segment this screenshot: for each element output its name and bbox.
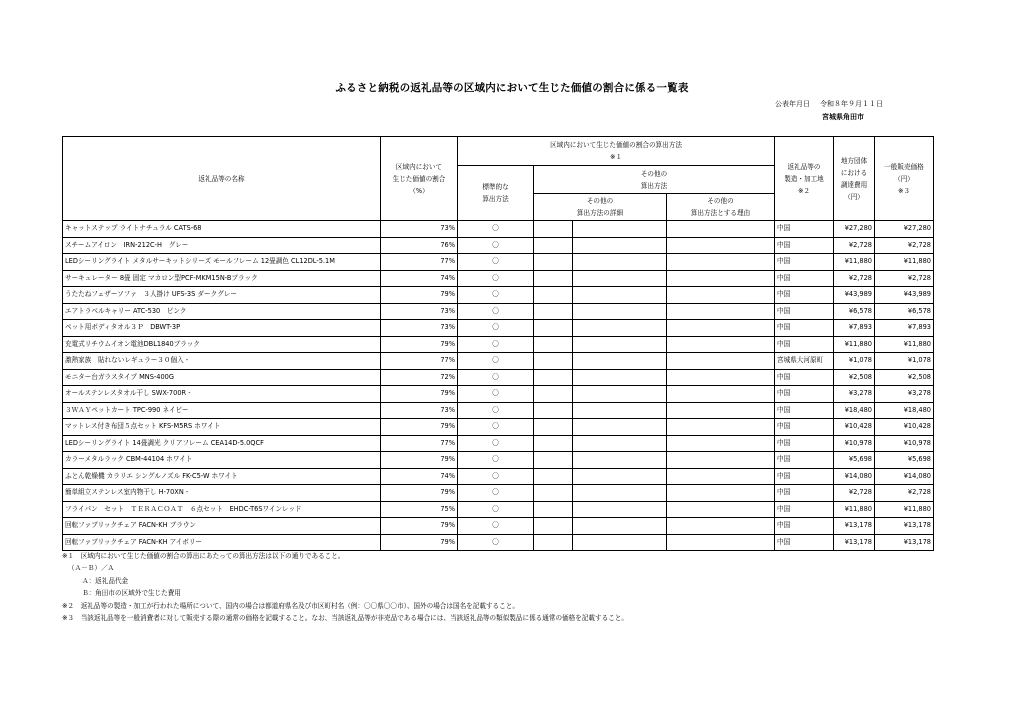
procurement-cost-cell: ¥2,728	[834, 485, 875, 502]
item-name-cell: 簡単組立ステンレス室内物干し H-70XN -	[63, 485, 381, 502]
other-detail-cell	[573, 402, 667, 419]
other-detail-cell	[573, 419, 667, 436]
table-row	[63, 386, 934, 403]
procurement-cost-cell: ¥5,698	[834, 452, 875, 469]
standard-method-cell: 〇	[458, 287, 534, 304]
production-place-cell: 中国	[775, 534, 834, 551]
standard-method-cell: 〇	[458, 518, 534, 535]
blank-cell	[534, 221, 573, 238]
other-detail-cell	[573, 518, 667, 535]
standard-method-cell: 〇	[458, 320, 534, 337]
sale-price-cell: ¥11,880	[875, 501, 934, 518]
table-row	[63, 287, 934, 304]
procurement-cost-cell: ¥2,728	[834, 270, 875, 287]
item-name-cell: 激熱家族 貼れないレギュラー３０個入 -	[63, 353, 381, 370]
production-place-cell: 中国	[775, 386, 834, 403]
header-place: 返礼品等の 製造・加工地 ※２	[775, 137, 834, 221]
other-detail-cell	[573, 369, 667, 386]
table-row	[63, 270, 934, 287]
formula-a: Ａ：返礼品代金	[82, 576, 129, 585]
table-row	[63, 336, 934, 353]
procurement-cost-cell: ¥13,178	[834, 534, 875, 551]
blank-cell	[534, 254, 573, 271]
sale-price-cell: ¥2,728	[875, 237, 934, 254]
item-name-cell: フライパン セット ＴＥＲＡＣＯＡＴ ６点セット EHDC-T6Sワインレッド	[63, 501, 381, 518]
production-place-cell: 中国	[775, 336, 834, 353]
item-name-cell: 充電式リチウムイオン電池DBL1840ブラック	[63, 336, 381, 353]
table-row	[63, 435, 934, 452]
production-place-cell: 中国	[775, 419, 834, 436]
sale-price-cell: ¥1,078	[875, 353, 934, 370]
ratio-cell: 73%	[381, 402, 458, 419]
production-place-cell: 中国	[775, 237, 834, 254]
item-name-cell: 回転ファブリックチェア FACN-KH アイボリー	[63, 534, 381, 551]
table-row	[63, 485, 934, 502]
item-name-cell: うたたねフェザーソファ ３人掛け UFS-3S ダークグレー	[63, 287, 381, 304]
sale-price-cell: ¥7,893	[875, 320, 934, 337]
item-name-cell: カラーメタルラック CBM-44104 ホワイト	[63, 452, 381, 469]
item-name-cell: ペット用ボディタオル３Ｐ DBWT-3P	[63, 320, 381, 337]
blank-cell	[534, 534, 573, 551]
ratio-cell: 73%	[381, 221, 458, 238]
procurement-cost-cell: ¥10,428	[834, 419, 875, 436]
table-body	[63, 221, 934, 551]
blank-cell	[534, 320, 573, 337]
formula-b: Ｂ：角田市の区域外で生じた費用	[82, 589, 181, 598]
standard-method-cell: 〇	[458, 221, 534, 238]
standard-method-cell: 〇	[458, 435, 534, 452]
table-row	[63, 452, 934, 469]
footnotes	[62, 550, 628, 624]
ratio-cell: 73%	[381, 320, 458, 337]
ratio-cell: 79%	[381, 419, 458, 436]
header-calc-method: 区域内において生じた価値の割合の算出方法 ※１	[458, 137, 775, 166]
sale-price-cell: ¥3,278	[875, 386, 934, 403]
other-reason-cell	[667, 287, 775, 304]
production-place-cell: 中国	[775, 270, 834, 287]
table-row	[63, 518, 934, 535]
ratio-cell: 79%	[381, 485, 458, 502]
sale-price-cell: ¥2,728	[875, 270, 934, 287]
standard-method-cell: 〇	[458, 386, 534, 403]
other-detail-cell	[573, 303, 667, 320]
item-name-cell: LEDシーリングライト 14畳調光 クリアフレーム CEA14D-5.0QCF	[63, 435, 381, 452]
other-detail-cell	[573, 237, 667, 254]
production-place-cell: 中国	[775, 485, 834, 502]
production-place-cell: 宮城県大河原町	[775, 353, 834, 370]
ratio-cell: 73%	[381, 303, 458, 320]
other-reason-cell	[667, 336, 775, 353]
sale-price-cell: ¥13,178	[875, 534, 934, 551]
other-detail-cell	[573, 287, 667, 304]
procurement-cost-cell: ¥43,989	[834, 287, 875, 304]
table-row	[63, 303, 934, 320]
item-name-cell: スチームアイロン IRN-212C-H グレー	[63, 237, 381, 254]
production-place-cell: 中国	[775, 221, 834, 238]
blank-cell	[534, 452, 573, 469]
ratio-cell: 79%	[381, 336, 458, 353]
blank-cell	[534, 435, 573, 452]
other-reason-cell	[667, 435, 775, 452]
other-detail-cell	[573, 485, 667, 502]
table-row	[63, 468, 934, 485]
other-reason-cell	[667, 221, 775, 238]
header-standard: 標準的な 算出方法	[458, 166, 534, 221]
production-place-cell: 中国	[775, 468, 834, 485]
production-place-cell: 中国	[775, 320, 834, 337]
footnote-2: ※２ 返礼品等の製造・加工が行われた場所について、国内の場合は都道府県名及び市区町村名（例：〇〇県〇〇市）、国外の場合は国名を記載すること。	[62, 601, 519, 610]
other-reason-cell	[667, 353, 775, 370]
sale-price-cell: ¥27,280	[875, 221, 934, 238]
date-value: 令和８年９月１１日	[820, 100, 883, 108]
table-row	[63, 369, 934, 386]
ratio-cell: 76%	[381, 237, 458, 254]
header-other-detail: その他の 算出方法の詳細	[534, 194, 667, 221]
ratio-cell: 77%	[381, 353, 458, 370]
item-name-cell: オールステンレスタオル干し SWX-700R -	[63, 386, 381, 403]
standard-method-cell: 〇	[458, 452, 534, 469]
blank-cell	[534, 518, 573, 535]
blank-cell	[534, 270, 573, 287]
sale-price-cell: ¥2,508	[875, 369, 934, 386]
standard-method-cell: 〇	[458, 485, 534, 502]
production-place-cell: 中国	[775, 287, 834, 304]
procurement-cost-cell: ¥2,728	[834, 237, 875, 254]
page-title: ふるさと納税の返礼品等の区域内において生じた価値の割合に係る一覧表	[335, 82, 689, 94]
formula: （Ａ－Ｂ）／Ａ	[68, 564, 115, 573]
header-other-method: その他の 算出方法	[534, 166, 775, 194]
other-detail-cell	[573, 353, 667, 370]
blank-cell	[534, 386, 573, 403]
standard-method-cell: 〇	[458, 402, 534, 419]
item-name-cell: キャットステップ ライトナチュラル CATS-68	[63, 221, 381, 238]
sale-price-cell: ¥11,880	[875, 254, 934, 271]
other-detail-cell	[573, 336, 667, 353]
standard-method-cell: 〇	[458, 501, 534, 518]
ratio-cell: 79%	[381, 452, 458, 469]
ratio-cell: 79%	[381, 386, 458, 403]
table-row	[63, 320, 934, 337]
standard-method-cell: 〇	[458, 254, 534, 271]
other-detail-cell	[573, 501, 667, 518]
procurement-cost-cell: ¥6,578	[834, 303, 875, 320]
blank-cell	[534, 468, 573, 485]
header-other-reason: その他の 算出方法とする理由	[667, 194, 775, 221]
production-place-cell: 中国	[775, 452, 834, 469]
sale-price-cell: ¥43,989	[875, 287, 934, 304]
ratio-cell: 77%	[381, 435, 458, 452]
blank-cell	[534, 402, 573, 419]
item-name-cell: 回転ファブリックチェア FACN-KH ブラウン	[63, 518, 381, 535]
blank-cell	[534, 419, 573, 436]
blank-cell	[534, 369, 573, 386]
other-detail-cell	[573, 221, 667, 238]
ratio-cell: 77%	[381, 254, 458, 271]
other-detail-cell	[573, 254, 667, 271]
header-ratio: 区域内において 生じた価値の割合 （%）	[381, 137, 458, 221]
other-detail-cell	[573, 468, 667, 485]
blank-cell	[534, 237, 573, 254]
procurement-cost-cell: ¥3,278	[834, 386, 875, 403]
other-reason-cell	[667, 369, 775, 386]
ratio-cell: 75%	[381, 501, 458, 518]
other-reason-cell	[667, 419, 775, 436]
sale-price-cell: ¥11,880	[875, 336, 934, 353]
item-name-cell: ふとん乾燥機 カラリエ シングルノズル FK-C5-W ホワイト	[63, 468, 381, 485]
gift-value-table	[62, 136, 934, 551]
production-place-cell: 中国	[775, 303, 834, 320]
other-reason-cell	[667, 468, 775, 485]
procurement-cost-cell: ¥11,880	[834, 501, 875, 518]
table-row	[63, 221, 934, 238]
sale-price-cell: ¥18,480	[875, 402, 934, 419]
procurement-cost-cell: ¥14,080	[834, 468, 875, 485]
standard-method-cell: 〇	[458, 419, 534, 436]
table-row	[63, 254, 934, 271]
procurement-cost-cell: ¥11,880	[834, 336, 875, 353]
table-row	[63, 534, 934, 551]
other-reason-cell	[667, 534, 775, 551]
sale-price-cell: ¥14,080	[875, 468, 934, 485]
item-name-cell: モニター台ガラスタイプ MNS-400G	[63, 369, 381, 386]
sale-price-cell: ¥2,728	[875, 485, 934, 502]
item-name-cell: エアトラベルキャリー ATC-530 ピンク	[63, 303, 381, 320]
other-reason-cell	[667, 254, 775, 271]
ratio-cell: 74%	[381, 270, 458, 287]
other-reason-cell	[667, 485, 775, 502]
standard-method-cell: 〇	[458, 303, 534, 320]
other-detail-cell	[573, 534, 667, 551]
other-detail-cell	[573, 386, 667, 403]
other-reason-cell	[667, 237, 775, 254]
blank-cell	[534, 501, 573, 518]
table-row	[63, 237, 934, 254]
ratio-cell: 74%	[381, 468, 458, 485]
item-name-cell: マットレス付き布団５点セット KFS-M5RS ホワイト	[63, 419, 381, 436]
production-place-cell: 中国	[775, 254, 834, 271]
sale-price-cell: ¥6,578	[875, 303, 934, 320]
ratio-cell: 79%	[381, 287, 458, 304]
production-place-cell: 中国	[775, 518, 834, 535]
blank-cell	[534, 287, 573, 304]
procurement-cost-cell: ¥7,893	[834, 320, 875, 337]
production-place-cell: 中国	[775, 435, 834, 452]
blank-cell	[534, 353, 573, 370]
footnote-3: ※３ 当該返礼品等を一般消費者に対して販売する際の通常の価格を記載すること。なお、当該返礼品等が非売品である場合には、当該返礼品等の類似製品に係る通常の価格を記載すること。	[62, 614, 628, 623]
table-row	[63, 501, 934, 518]
procurement-cost-cell: ¥10,978	[834, 435, 875, 452]
municipality-name: 宮城県角田市	[822, 113, 864, 121]
standard-method-cell: 〇	[458, 353, 534, 370]
procurement-cost-cell: ¥13,178	[834, 518, 875, 535]
ratio-cell: 79%	[381, 518, 458, 535]
production-place-cell: 中国	[775, 501, 834, 518]
sale-price-cell: ¥13,178	[875, 518, 934, 535]
other-reason-cell	[667, 501, 775, 518]
production-place-cell: 中国	[775, 402, 834, 419]
procurement-cost-cell: ¥27,280	[834, 221, 875, 238]
standard-method-cell: 〇	[458, 369, 534, 386]
procurement-cost-cell: ¥11,880	[834, 254, 875, 271]
header-name: 返礼品等の名称	[63, 137, 381, 221]
date-label: 公表年月日	[775, 100, 810, 108]
ratio-cell: 72%	[381, 369, 458, 386]
standard-method-cell: 〇	[458, 336, 534, 353]
sale-price-cell: ¥10,978	[875, 435, 934, 452]
item-name-cell: サーキュレーター 8畳 固定 マカロン型PCF-MKM15N-Bブラック	[63, 270, 381, 287]
other-reason-cell	[667, 386, 775, 403]
other-detail-cell	[573, 435, 667, 452]
item-name-cell: LEDシーリングライト メタルサーキットシリーズ モールフレーム 12畳調色 CL12DL-5.1M	[63, 254, 381, 271]
other-reason-cell	[667, 303, 775, 320]
other-reason-cell	[667, 452, 775, 469]
production-place-cell: 中国	[775, 369, 834, 386]
table-row	[63, 353, 934, 370]
blank-cell	[534, 485, 573, 502]
sale-price-cell: ¥5,698	[875, 452, 934, 469]
procurement-cost-cell: ¥18,480	[834, 402, 875, 419]
other-reason-cell	[667, 320, 775, 337]
standard-method-cell: 〇	[458, 237, 534, 254]
sale-price-cell: ¥10,428	[875, 419, 934, 436]
other-reason-cell	[667, 270, 775, 287]
standard-method-cell: 〇	[458, 270, 534, 287]
standard-method-cell: 〇	[458, 534, 534, 551]
procurement-cost-cell: ¥1,078	[834, 353, 875, 370]
other-detail-cell	[573, 270, 667, 287]
blank-cell	[534, 336, 573, 353]
other-reason-cell	[667, 518, 775, 535]
footnote-1: ※１ 区域内において生じた価値の割合の算出にあたっての算出方法は以下の通りであること。	[62, 552, 345, 560]
standard-method-cell: 〇	[458, 468, 534, 485]
other-reason-cell	[667, 402, 775, 419]
table-row	[63, 419, 934, 436]
other-detail-cell	[573, 320, 667, 337]
table-row	[63, 402, 934, 419]
other-detail-cell	[573, 452, 667, 469]
header-cost: 地方団体 における 調達費用 （円）	[834, 137, 875, 221]
header-price: 一般販売価格 （円） ※３	[875, 137, 934, 221]
procurement-cost-cell: ¥2,508	[834, 369, 875, 386]
blank-cell	[534, 303, 573, 320]
ratio-cell: 79%	[381, 534, 458, 551]
item-name-cell: ３ＷＡＹペットカート TPC-990 ネイビー	[63, 402, 381, 419]
publication-date	[775, 99, 883, 109]
